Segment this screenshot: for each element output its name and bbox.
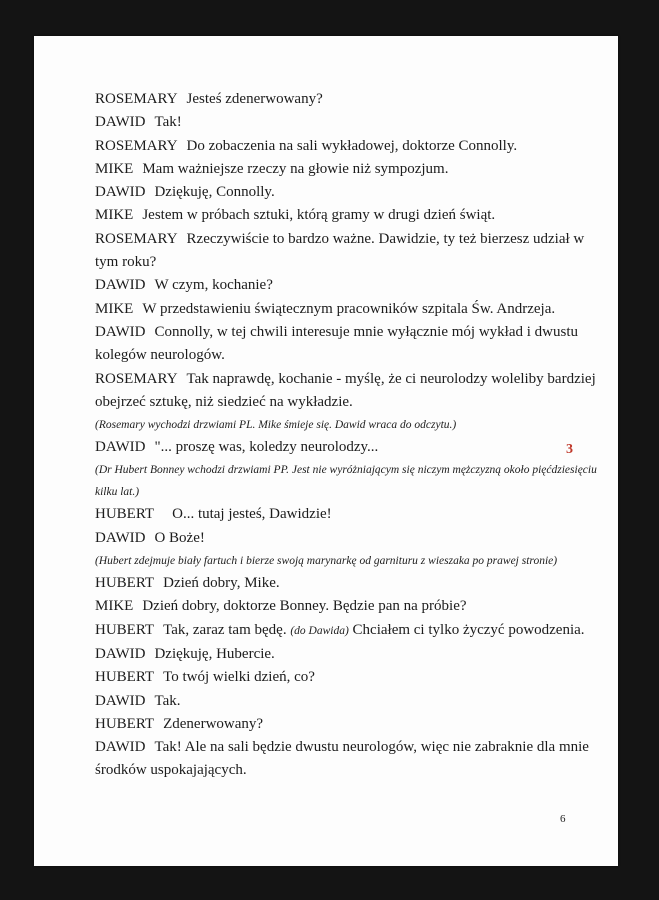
dialogue-text: Jesteś zdenerwowany? [186, 91, 323, 107]
dialogue-line [95, 527, 605, 550]
speaker: HUBERT [95, 506, 155, 523]
stage-aside: (do Dawida) [290, 624, 349, 637]
dialogue-text: Tak. [154, 692, 181, 709]
dialogue-text: Do zobaczenia na sali wykładowej, doktorze Connolly. [186, 137, 518, 154]
dialogue-line [95, 111, 605, 134]
speaker: HUBERT [95, 715, 155, 732]
dialogue-line [95, 135, 605, 158]
dialogue-text: Connolly, w tej chwili interesuje mnie wyłącznie mój wykład i dwustu kolegów neurologów. [95, 323, 578, 364]
dialogue-text: W przedstawieniu świątecznym pracowników szpitala Św. Andrzeja. [142, 300, 556, 317]
dialogue-text: To twój wielki dzień, co? [163, 669, 315, 686]
speaker: DAWID [95, 184, 146, 201]
stage-direction: (Rosemary wychodzi drzwiami PL. Mike śmieje się. Dawid wraca do odczytu.) [95, 419, 457, 432]
dialogue-text: O Boże! [154, 529, 205, 546]
dialogue-line [95, 503, 605, 526]
speaker: HUBERT [95, 575, 155, 592]
speaker: DAWID [95, 439, 146, 456]
dialogue-text: "... proszę was, koledzy neurolodzy... [154, 439, 379, 456]
dialogue-line [95, 736, 605, 783]
speaker: ROSEMARY [95, 230, 178, 247]
speaker: DAWID [95, 114, 146, 131]
script-page [34, 36, 618, 866]
dialogue-text: W czym, kochanie? [154, 277, 273, 294]
dialogue-text: Chciałem ci tylko życzyć powodzenia. [352, 621, 585, 638]
speaker: ROSEMARY [95, 137, 178, 154]
dialogue-text: Rzeczywiście to bardzo ważne. Dawidzie, ty też bierzesz udział w tym roku? [95, 230, 585, 271]
dialogue-line [95, 368, 605, 415]
speaker: DAWID [95, 739, 146, 756]
stage-direction: (Hubert zdejmuje biały fartuch i bierze swoją marynarkę od garnituru z wieszaka po prawej stronie) [95, 555, 558, 568]
speaker: HUBERT [95, 669, 155, 686]
dialogue-text: Dziękuję, Hubercie. [154, 645, 275, 662]
speaker: DAWID [95, 323, 146, 340]
dialogue-line [95, 713, 605, 736]
dialogue-text: Dziękuję, Connolly. [154, 184, 275, 201]
dialogue-line [95, 158, 605, 181]
dialogue-line [95, 690, 605, 713]
dialogue-text: O... tutaj jesteś, Dawidzie! [172, 506, 332, 523]
dialogue-line [95, 595, 605, 618]
dialogue-text: Dzień dobry, doktorze Bonney. Będzie pan na próbie? [142, 598, 467, 615]
dialogue-line [95, 666, 605, 689]
page-number: 6 [560, 813, 566, 825]
dialogue-line [95, 181, 605, 204]
dialogue-line [95, 204, 605, 227]
dialogue-text: Dzień dobry, Mike. [163, 575, 280, 592]
dialogue-text: Tak! Ale na sali będzie dwustu neurologów, więc nie zabraknie dla mnie środków uspokajających. [95, 739, 589, 779]
dialogue-line [95, 572, 605, 595]
speaker: DAWID [95, 692, 146, 709]
dialogue-line [95, 228, 605, 275]
speaker: MIKE [95, 598, 134, 615]
speaker: MIKE [95, 160, 134, 177]
speaker: MIKE [95, 300, 134, 317]
speaker: DAWID [95, 529, 146, 546]
dialogue-text: Tak! [154, 114, 182, 131]
dialogue-text: Tak naprawdę, kochanie - myślę, że ci neurolodzy woleliby bardziej obejrzeć sztukę, niż siedzieć na wykładzie. [95, 370, 596, 410]
script-body [95, 88, 605, 783]
dialogue-text: Tak, zaraz tam będę. [163, 621, 287, 638]
dialogue-line [95, 619, 605, 643]
speaker: DAWID [95, 277, 146, 294]
dialogue-line [95, 436, 605, 459]
dialogue-text: Jestem w próbach sztuki, którą gramy w drugi dzień świąt. [142, 207, 496, 224]
speaker: HUBERT [95, 621, 155, 638]
speaker: MIKE [95, 207, 134, 224]
speaker: ROSEMARY [95, 91, 178, 107]
dialogue-line [95, 643, 605, 666]
dialogue-line [95, 88, 605, 111]
speaker: ROSEMARY [95, 370, 178, 387]
dialogue-line [95, 274, 605, 297]
dialogue-text: Mam ważniejsze rzeczy na głowie niż sympozjum. [142, 160, 449, 177]
stage-direction: (Dr Hubert Bonney wchodzi drzwiami PP. Jest nie wyróżniającym się niczym mężczyzną około pięćdziesięciu kilku lat.) [95, 464, 597, 499]
dialogue-line [95, 321, 605, 368]
revision-marker: 3 [566, 442, 573, 457]
dialogue-line [95, 298, 605, 321]
dialogue-text: Zdenerwowany? [163, 715, 264, 732]
speaker: DAWID [95, 645, 146, 662]
